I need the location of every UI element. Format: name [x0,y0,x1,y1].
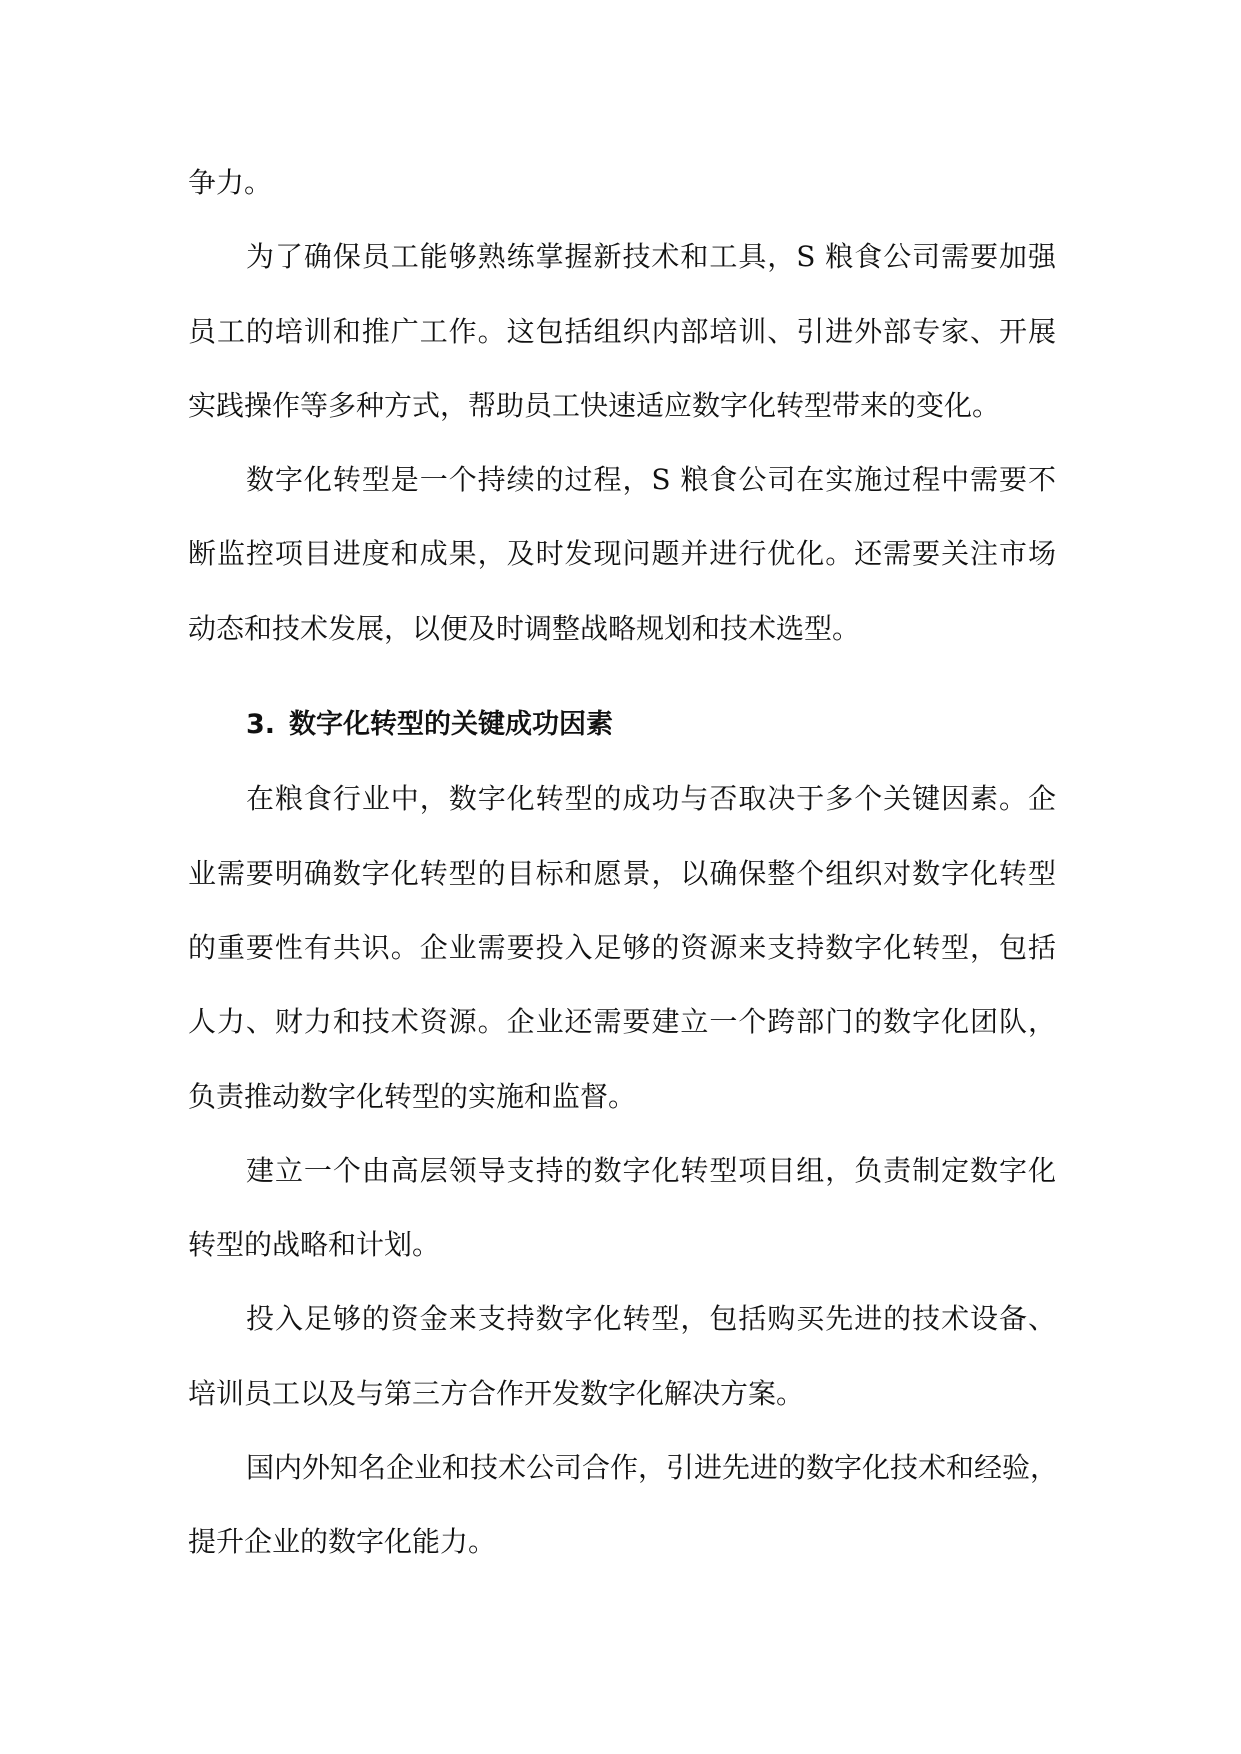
paragraph-line: 负责推动数字化转型的实施和监督。 [188,1079,637,1113]
paragraph-line: 建立一个由高层领导支持的数字化转型项目组，负责制定数字化 [246,1153,1056,1187]
paragraph-line: 实践操作等多种方式，帮助员工快速适应数字化转型带来的变化。 [188,388,1001,422]
paragraph-line: 人力、财力和技术资源。企业还需要建立一个跨部门的数字化团队， [188,1005,1056,1039]
paragraph-line: 员工的培训和推广工作。这包括组织内部培训、引进外部专家、开展 [188,314,1056,348]
paragraph-line: 投入足够的资金来支持数字化转型，包括购买先进的技术设备、 [246,1302,1056,1336]
paragraph-line: 提升企业的数字化能力。 [188,1525,497,1559]
paragraph-line: 断监控项目进度和成果，及时发现问题并进行优化。还需要关注市场 [188,537,1056,571]
document-body [188,146,1059,1580]
paragraph-line: 转型的战略和计划。 [188,1228,441,1262]
section-title: 数字化转型的关键成功因素 [289,709,614,741]
paragraph-line: 为了确保员工能够熟练掌握新技术和工具，S 粮食公司需要加强 [246,240,1056,274]
section-number: 3. [246,709,276,741]
paragraph-line: 动态和技术发展，以便及时调整战略规划和技术选型。 [188,611,861,645]
paragraph-line: 国内外知名企业和技术公司合作，引进先进的数字化技术和经验， [246,1451,1059,1485]
section-heading [188,688,1056,762]
paragraph-line: 数字化转型是一个持续的过程，S 粮食公司在实施过程中需要不 [246,463,1056,497]
section-gap [188,666,1056,688]
paragraph-line: 业需要明确数字化转型的目标和愿景，以确保整个组织对数字化转型 [188,856,1056,890]
paragraph-line: 争力。 [188,166,273,199]
paragraph-line: 培训员工以及与第三方合作开发数字化解决方案。 [188,1376,805,1410]
paragraph-line: 的重要性有共识。企业需要投入足够的资源来支持数字化转型，包括 [188,930,1056,964]
paragraph-line: 在粮食行业中，数字化转型的成功与否取决于多个关键因素。企 [246,782,1056,816]
